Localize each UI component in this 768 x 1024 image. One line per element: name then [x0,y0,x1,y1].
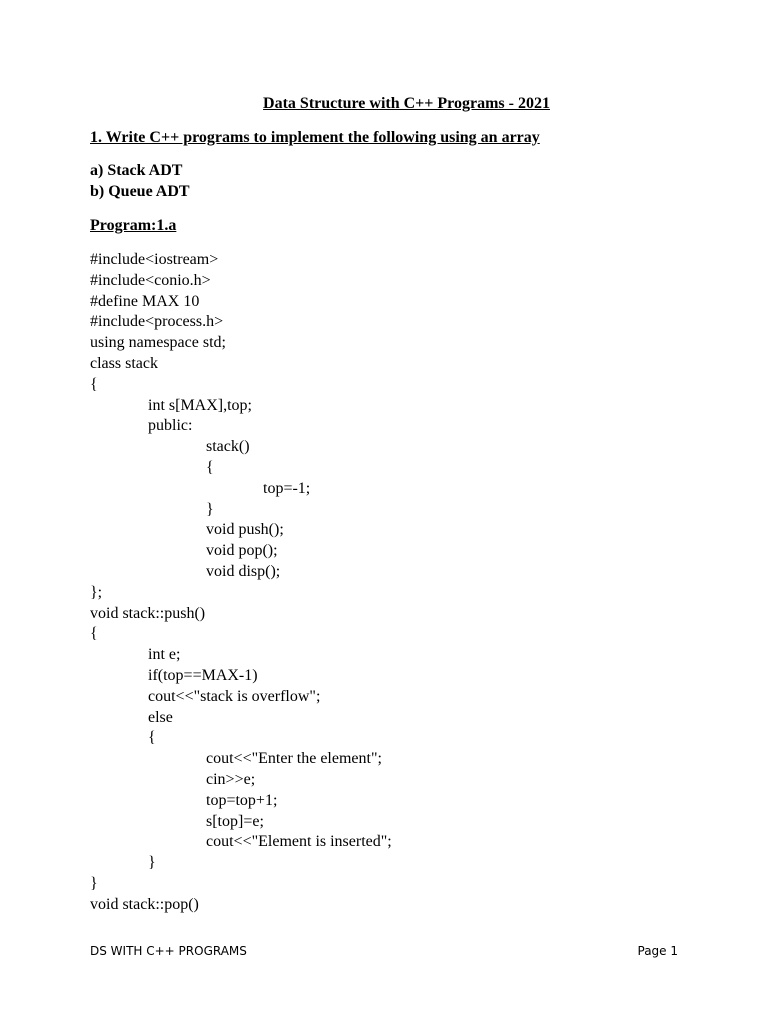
code-line: { [90,625,98,643]
code-line: void push(); [206,521,284,539]
document-title: Data Structure with C++ Programs - 2021 [263,95,550,112]
code-block [90,250,730,916]
code-line: top=top+1; [206,791,278,809]
code-line: stack() [206,438,250,456]
code-line: { [90,375,98,393]
code-line: } [206,500,214,518]
code-line: } [90,874,98,892]
code-line: using namespace std; [90,334,226,352]
code-line: else [148,708,173,726]
code-line: void disp(); [206,562,281,580]
item-queue-adt: b) Queue ADT [90,183,190,200]
code-line: cout<<"Element is inserted"; [206,833,392,851]
code-line: #include<iostream> [90,251,219,268]
code-line: top=-1; [263,479,311,497]
code-line: cout<<"Enter the element"; [206,750,382,768]
code-line: void stack::push() [90,604,206,622]
code-line: } [148,854,156,872]
code-line: cout<<"stack is overflow"; [148,687,321,705]
code-line: void stack::pop() [90,895,199,913]
code-line: class stack [90,354,158,372]
code-line: void pop(); [206,542,278,560]
item-stack-adt: a) Stack ADT [90,162,183,179]
footer-title: DS WITH C++ PROGRAMS [90,944,247,958]
code-line: if(top==MAX-1) [148,666,258,684]
code-line: #include<process.h> [90,313,224,331]
page-number: Page 1 [637,944,678,958]
code-line: { [206,458,214,476]
question-heading: 1. Write C++ programs to implement the following using an array [90,129,540,146]
code-line: #include<conio.h> [90,271,211,289]
code-line: cin>>e; [206,770,256,788]
code-line: s[top]=e; [206,812,264,830]
code-line: public: [148,417,193,435]
program-label: Program:1.a [90,217,177,234]
code-line: int s[MAX],top; [148,396,252,414]
code-line: }; [90,583,103,601]
code-line: { [148,729,156,747]
code-line: int e; [148,646,181,664]
code-line: #define MAX 10 [90,292,200,310]
